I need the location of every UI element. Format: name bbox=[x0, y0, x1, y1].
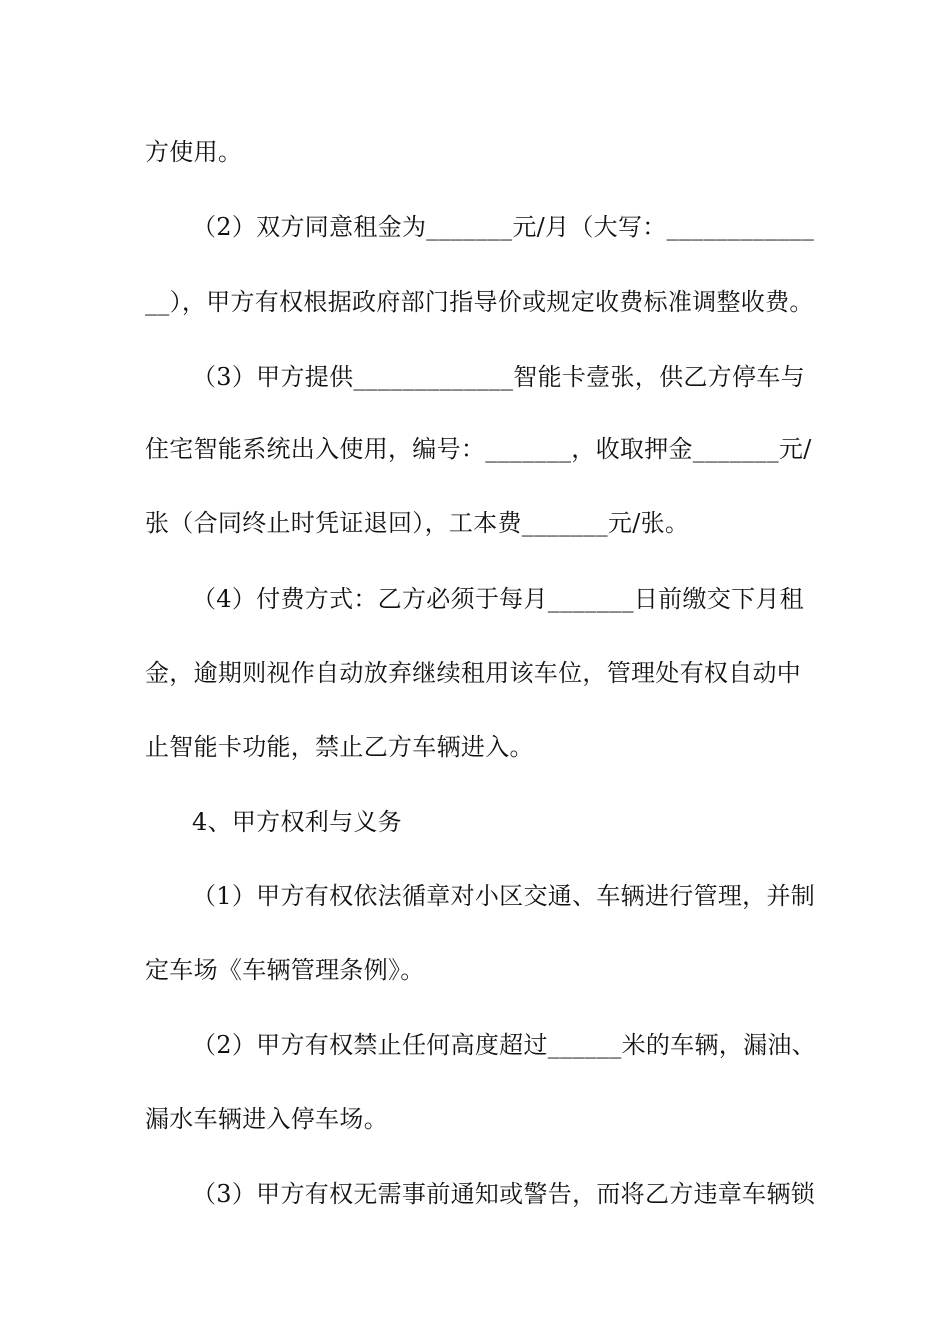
text-line-11: （1）甲方有权依法循章对小区交通、车辆进行管理，并制 bbox=[192, 882, 816, 910]
text-line-14: 漏水车辆进入停车场。 bbox=[145, 1105, 388, 1133]
text-line-13: （2）甲方有权禁止任何高度超过______米的车辆，漏油、 bbox=[192, 1031, 816, 1059]
text-line-5: 住宅智能系统出入使用，编号：_______，收取押金_______元/ bbox=[145, 435, 812, 463]
text-line-1: 方使用。 bbox=[145, 138, 243, 166]
text-line-7: （4）付费方式：乙方必须于每月_______日前缴交下月租 bbox=[192, 585, 804, 613]
text-line-12: 定车场《车辆管理条例》。 bbox=[145, 956, 425, 984]
text-line-4: （3）甲方提供_____________智能卡壹张，供乙方停车与 bbox=[192, 363, 805, 391]
text-line-6: 张（合同终止时凭证退回），工本费_______元/张。 bbox=[145, 509, 690, 537]
text-line-3: __），甲方有权根据政府部门指导价或规定收费标准调整收费。 bbox=[145, 288, 814, 316]
section-heading: 4、甲方权利与义务 bbox=[192, 808, 402, 836]
text-line-2: （2）双方同意租金为_______元/月（大写：____________ bbox=[192, 213, 815, 241]
text-line-15: （3）甲方有权无需事前通知或警告，而将乙方违章车辆锁 bbox=[192, 1180, 816, 1208]
text-line-8: 金，逾期则视作自动放弃继续租用该车位，管理处有权自动中 bbox=[145, 659, 802, 687]
text-line-9: 止智能卡功能，禁止乙方车辆进入。 bbox=[145, 733, 534, 761]
